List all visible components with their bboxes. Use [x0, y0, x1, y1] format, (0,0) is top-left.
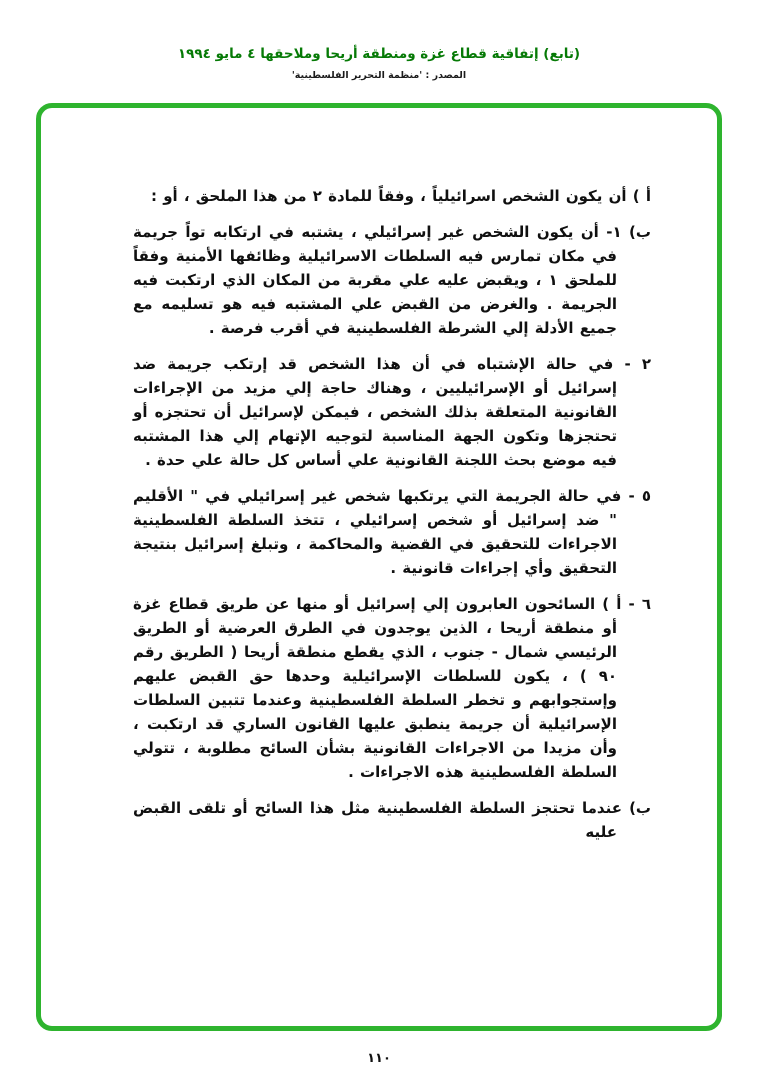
paragraph-6-b: ب) عندما تحتجز السلطة الفلسطينية مثل هذا السائح أو تلقى القبض عليه: [133, 799, 651, 841]
document-source: المصدر : 'منظمة التحرير الفلسطينية': [291, 70, 467, 81]
paragraph-b-1: ب) ١- أن يكون الشخص غير إسرائيلي ، يشتبه في ارتكابه تواً جريمة في مكان تمارس فيه السلطات الاسرائيلية وظائفها الأمنية وفقاً للملحق ١ ، ويقبض عليه علي مقربة من المكان الذي ارتكبت فيه الجريمة . والغرض من القبض علي المشتبه فيه هو تسليمه مع جميع الأدلة إلي الشرطة الفلسطينية في أقرب فرصة .: [133, 223, 651, 337]
document-title: (تابع) إتفاقية قطاع غزة ومنطقة أريحا وملاحقها ٤ مايو ١٩٩٤: [177, 46, 581, 62]
paragraph-a: أ ) أن يكون الشخص اسرائيلياً ، وفقاً للمادة ٢ من هذا الملحق ، أو :: [150, 187, 651, 205]
paragraph-5: ٥ - في حالة الجريمة التي يرتكبها شخص غير إسرائيلي في " الأقليم " ضد إسرائيل أو شخص إسرائيلي ، تتخذ السلطة الفلسطينية الاجراءات للتحقيق في القضية والمحاكمة ، وتبلغ إسرائيل بنتيجة التحقيق وأي إجراءات قانونية .: [133, 487, 651, 577]
page-footer: [0, 1047, 758, 1066]
document-body: [133, 184, 651, 856]
paragraph-6-a: ٦ - أ ) السائحون العابرون إلي إسرائيل أو منها عن طريق قطاع غزة أو منطقة أريحا ، الذين يوجدون في الطرق العرضية أو الطريق الرئيسي شمال - جنوب ، الذي يقطع منطقة أريحا ( الطريق رقم ٩٠ ) ، يكون للسلطات الإسرائيلية وحدها حق القبض عليهم وإستجوابهم و تخطر السلطة الفلسطينية وعندما تتبين السلطات الإسرائيلية أن جريمة ينطبق عليها القانون الساري قد ارتكبت ، وأن مزيدا من الاجراءات القانونية بشأن السائح مطلوبة ، تتولي السلطة الفلسطينية هذه الاجراءات .: [133, 595, 651, 781]
content-border-box: [36, 103, 722, 1031]
paragraph-2: ٢ - في حالة الإشتباه في أن هذا الشخص قد إرتكب جريمة ضد إسرائيل أو الإسرائيليين ، وهناك حاجة إلي مزيد من الإجراءات القانونية المتعلقة بذلك الشخص ، فيمكن لإسرائيل أن تحتجزه أو تحتجزها وتكون الجهة المناسبة لتوجيه الإتهام إلي هذا المشتبه فيه موضع بحث اللجنة القانونية علي أساس كل حالة علي حدة .: [133, 355, 651, 469]
document-header: [0, 46, 758, 81]
page-number: ١١٠: [367, 1051, 391, 1066]
